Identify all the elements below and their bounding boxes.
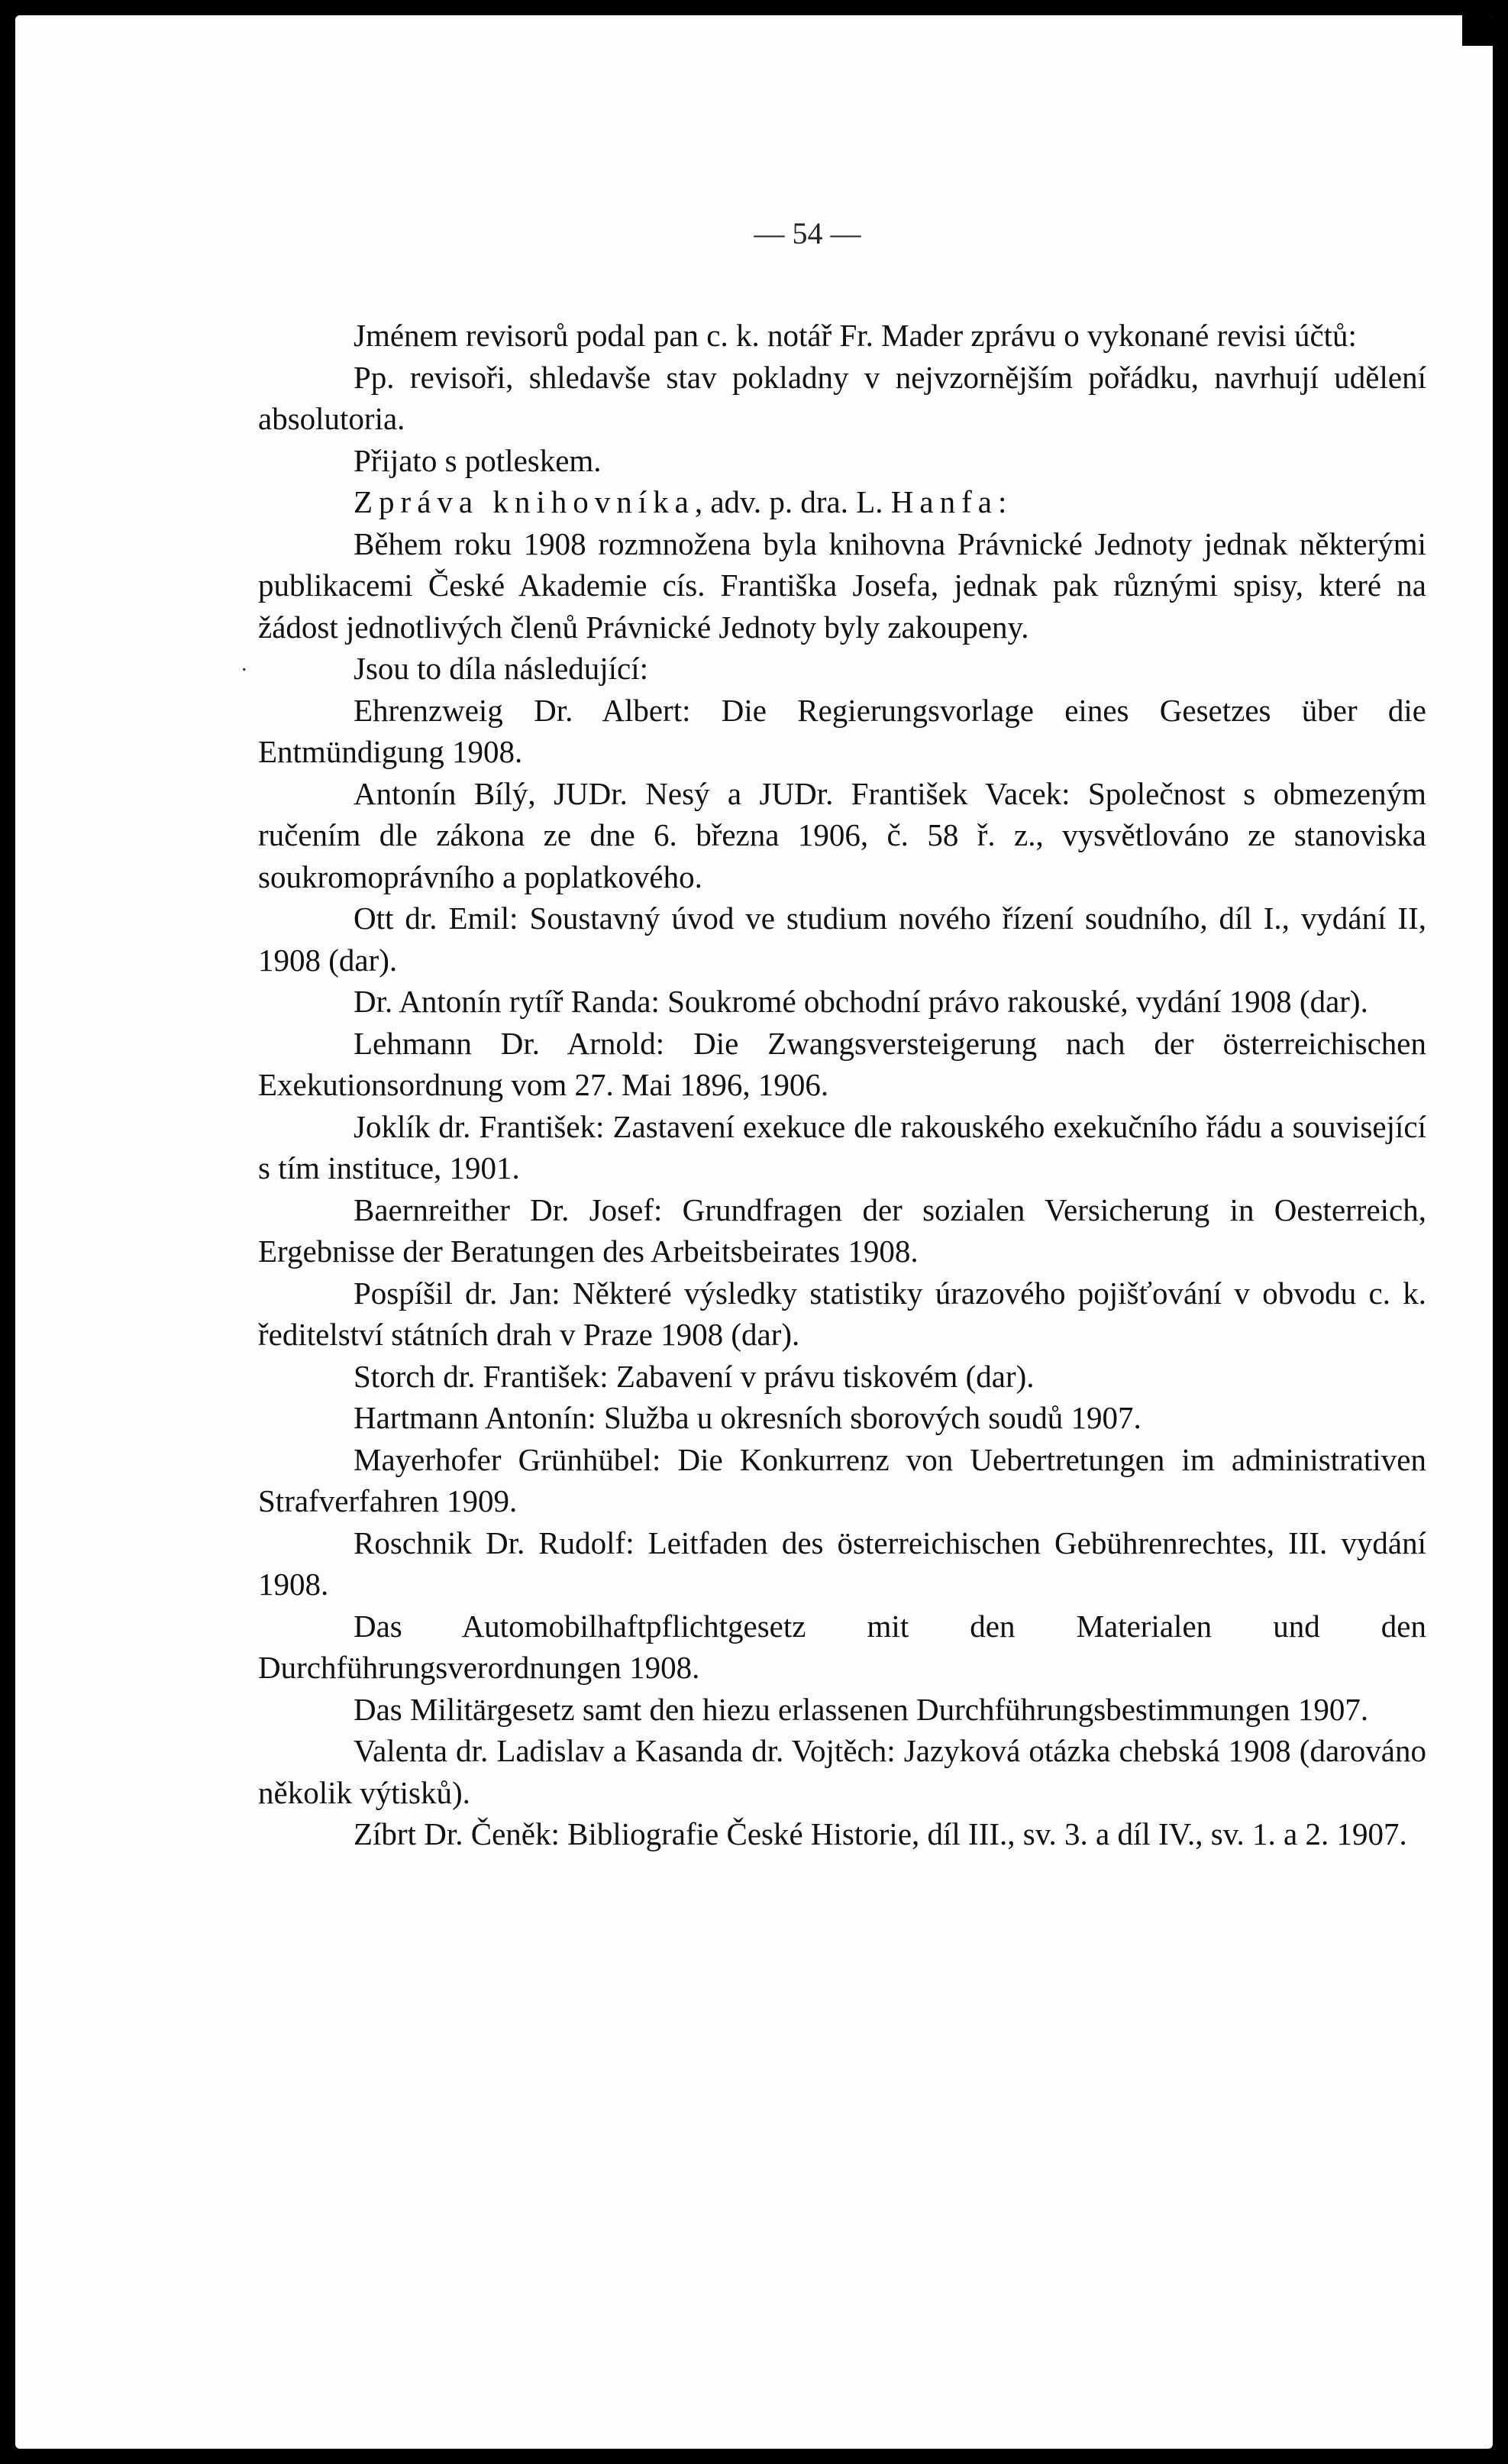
report-heading-name: Hanfa (890, 484, 998, 519)
margin-mark: . (241, 651, 247, 676)
page-number: — 54 — (754, 216, 861, 251)
paragraph: Pp. revisoři, shledavše stav pokladny v nejvzornějším pořádku, navrhují udělení absolutoria. (258, 359, 1426, 436)
book-entry: Ehrenzweig Dr. Albert: Die Regierungsvorlage eines Gesetzes über die Entmündigung 1908. (258, 692, 1426, 769)
book-entry: Baernreither Dr. Josef: Grundfragen der sozialen Versicherung in Oesterreich, Ergebnisse der Beratungen des Arbeitsbeirates 1908. (258, 1192, 1426, 1269)
book-entry: Pospíšil dr. Jan: Některé výsledky statistiky úrazového pojišťování v obvodu c. k. ředitelství státních drah v Praze 1908 (dar). (258, 1275, 1426, 1352)
report-heading-middle: , adv. p. dra. L. (694, 484, 891, 519)
page-content (258, 315, 1426, 1855)
book-entry: Valenta dr. Ladislav a Kasanda dr. Vojtěch: Jazyková otázka chebská 1908 (darováno několik výtisků). (258, 1733, 1426, 1810)
paragraph: Přijato s potleskem. (354, 442, 602, 478)
report-heading-suffix: : (997, 484, 1007, 519)
scan-corner (1462, 15, 1493, 46)
book-entry: Ott dr. Emil: Soustavný úvod ve studium nového řízení soudního, díl I., vydání II, 1908 (dar). (258, 901, 1426, 978)
report-heading-title: Zpráva knihovníka (354, 484, 695, 519)
book-entry: Das Militärgesetz samt den hiezu erlassenen Durchführungsbestimmungen 1907. (354, 1691, 1369, 1727)
book-entry: Storch dr. František: Zabavení v právu tiskovém (dar). (354, 1358, 1035, 1394)
book-entry: Roschnik Dr. Rudolf: Leitfaden des österreichischen Gebührenrechtes, III. vydání 1908. (258, 1525, 1426, 1602)
book-entry: Lehmann Dr. Arnold: Die Zwangsversteigerung nach der österreichischen Exekutionsordnung vom 27. Mai 1896, 1906. (258, 1025, 1426, 1102)
report-heading (258, 481, 1426, 523)
book-entry: Hartmann Antonín: Služba u okresních sborových soudů 1907. (354, 1400, 1141, 1435)
document-page (15, 15, 1493, 2449)
book-entry: Antonín Bílý, JUDr. Nesý a JUDr. František Vacek: Společnost s obmezeným ručením dle zákona ze dne 6. března 1906, č. 58 ř. z., vysvětlováno ze stanoviska soukromoprávního a poplatkového. (258, 775, 1426, 894)
book-entry: Zíbrt Dr. Čeněk: Bibliografie České Historie, díl III., sv. 3. a díl IV., sv. 1. a 2. 1907. (354, 1816, 1407, 1851)
paragraph: Během roku 1908 rozmnožena byla knihovna Právnické Jednoty jednak některými publikacemi České Akademie cís. Františka Josefa, jednak pak různými spisy, které na žádost jednotlivých členů Právnické Jednoty byly zakoupeny. (258, 525, 1426, 645)
paragraph: Jménem revisorů podal pan c. k. notář Fr. Mader zprávu o vykonané revisi účtů: (354, 318, 1357, 353)
book-entry: Das Automobilhaftpflichtgesetz mit den Materialen und den Durchführungsverordnungen 1908. (258, 1608, 1426, 1685)
book-entry: Dr. Antonín rytíř Randa: Soukromé obchodní právo rakouské, vydání 1908 (dar). (354, 984, 1368, 1019)
book-entry: Joklík dr. František: Zastavení exekuce dle rakouského exekučního řádu a související s tím instituce, 1901. (258, 1108, 1426, 1185)
paragraph: Jsou to díla následující: (354, 651, 649, 686)
book-entry: Mayerhofer Grünhübel: Die Konkurrenz von Uebertretungen im administrativen Strafverfahren 1909. (258, 1441, 1426, 1518)
